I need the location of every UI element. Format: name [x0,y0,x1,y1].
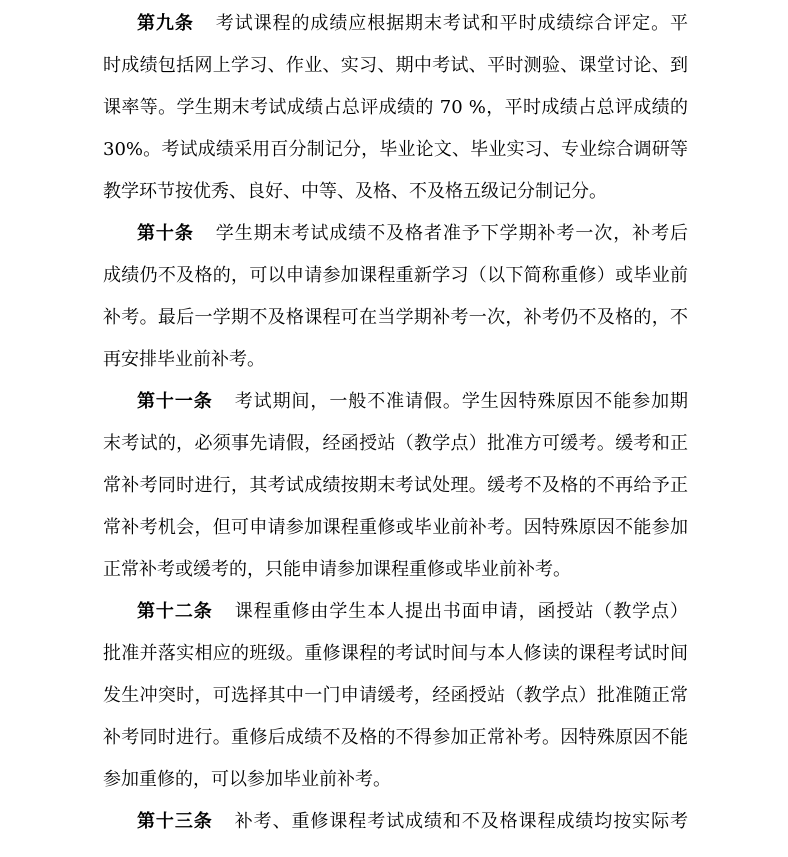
article-title: 第九条 [137,13,194,34]
article-9-line-2: 时成绩包括网上学习、作业、实习、期中考试、平时测验、课堂讨论、到 [103,55,688,76]
article-11-line-3: 常补考同时进行，其考试成绩按期末考试处理。缓考不及格的不再给予正 [103,475,688,496]
article-9-line-1 [137,12,688,36]
article-10-line-3: 补考。最后一学期不及格课程可在当学期补考一次，补考仍不及格的，不 [103,307,688,328]
article-12-line-4: 补考同时进行。重修后成绩不及格的不得参加正常补考。因特殊原因不能 [103,727,688,748]
article-text: 考试期间，一般不准请假。学生因特殊原因不能参加期 [234,391,689,412]
article-12-line-1 [137,600,688,624]
article-title: 第十三条 [137,811,213,832]
article-12-line-5: 参加重修的，可以参加毕业前补考。 [103,769,391,790]
article-text: 考试课程的成绩应根据期末考试和平时成绩综合评定。平 [215,13,689,34]
article-9-line-4: 30%。考试成绩采用百分制记分，毕业论文、毕业实习、专业综合调研等 [103,139,688,160]
article-10-line-1 [137,222,688,246]
article-13-line-1 [137,810,688,834]
article-11-line-5: 正常补考或缓考的，只能申请参加课程重修或毕业前补考。 [103,559,571,580]
article-12-line-3: 发生冲突时，可选择其中一门申请缓考，经函授站（教学点）批准随正常 [103,685,688,706]
article-11-line-4: 常补考机会，但可申请参加课程重修或毕业前补考。因特殊原因不能参加 [103,517,688,538]
article-10-line-2: 成绩仍不及格的，可以申请参加课程重新学习（以下简称重修）或毕业前 [103,265,688,286]
article-title: 第十一条 [137,391,213,412]
article-text: 学生期末考试成绩不及格者准予下学期补考一次，补考后 [215,223,689,244]
article-9-line-5: 教学环节按优秀、良好、中等、及格、不及格五级记分制记分。 [103,181,607,202]
article-10-line-4: 再安排毕业前补考。 [103,349,265,370]
article-title: 第十条 [137,223,194,244]
article-text: 补考、重修课程考试成绩和不及格课程成绩均按实际考 [234,811,689,832]
article-9-line-3: 课率等。学生期末考试成绩占总评成绩的 70 %，平时成绩占总评成绩的 [103,97,688,118]
article-title: 第十二条 [137,601,213,622]
article-text: 课程重修由学生本人提出书面申请，函授站（教学点） [234,601,689,622]
article-12-line-2: 批准并落实相应的班级。重修课程的考试时间与本人修读的课程考试时间 [103,643,688,664]
article-11-line-2: 末考试的，必须事先请假，经函授站（教学点）批准方可缓考。缓考和正 [103,433,688,454]
article-11-line-1 [137,390,688,414]
